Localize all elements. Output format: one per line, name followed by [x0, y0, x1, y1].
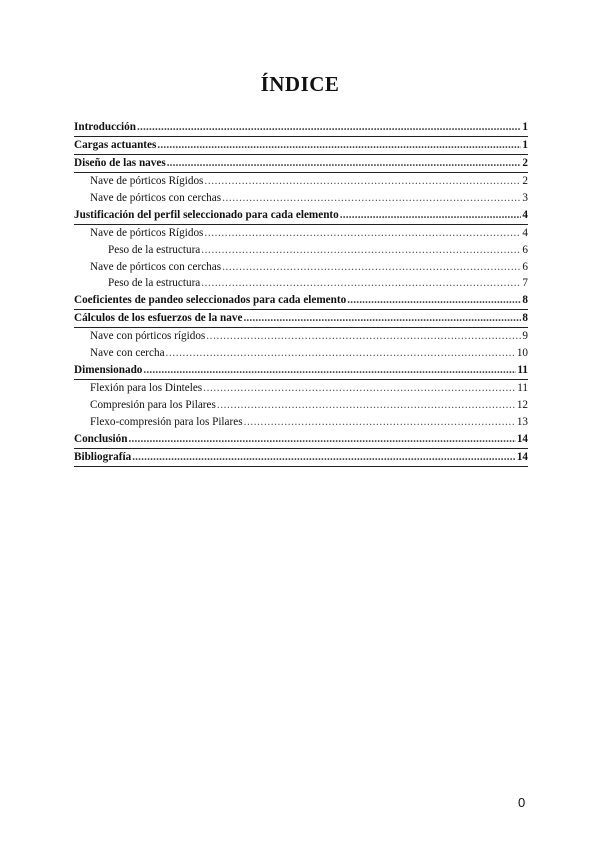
toc-dot-leader — [201, 275, 521, 292]
toc-entry-page: 8 — [522, 312, 528, 325]
toc-dot-leader — [243, 310, 521, 327]
toc-dot-leader — [347, 292, 521, 309]
toc-entry-label: Nave de pórticos Rígidos — [90, 174, 204, 187]
toc-entry[interactable] — [74, 190, 528, 207]
toc-dot-leader — [244, 414, 516, 431]
toc-entry-label: Nave de pórticos con cerchas — [90, 260, 222, 273]
toc-entry[interactable] — [74, 242, 528, 259]
toc-dot-leader — [203, 380, 516, 397]
toc-entry-label: Dimensionado — [74, 364, 143, 377]
toc-dot-leader — [143, 362, 516, 379]
toc-entry-page: 6 — [522, 243, 528, 256]
toc-entry-label: Diseño de las naves — [74, 156, 166, 169]
toc-entry[interactable] — [74, 292, 528, 310]
toc-entry[interactable] — [74, 259, 528, 276]
toc-entry-page: 9 — [522, 330, 528, 343]
toc-entry-page: 2 — [522, 156, 528, 169]
toc-entry[interactable] — [74, 155, 528, 173]
toc-entry-label: Nave de pórticos con cerchas — [90, 191, 222, 204]
toc-dot-leader — [157, 137, 521, 154]
toc-entry-page: 2 — [522, 174, 528, 187]
toc-entry[interactable] — [74, 397, 528, 414]
toc-entry-page: 12 — [516, 399, 528, 411]
toc-entry-page: 8 — [522, 294, 528, 307]
toc-entry[interactable] — [74, 380, 528, 397]
toc-entry-page: 14 — [516, 450, 528, 463]
toc-entry[interactable] — [74, 225, 528, 242]
toc-entry[interactable] — [74, 173, 528, 190]
toc-entry-page: 7 — [522, 277, 528, 290]
toc-entry-page: 13 — [516, 415, 528, 428]
toc-entry-page: 10 — [516, 347, 528, 360]
toc-dot-leader — [217, 397, 516, 414]
toc-entry-label: Flexión para los Dinteles — [90, 382, 203, 395]
toc-dot-leader — [204, 225, 521, 242]
toc-dot-leader — [167, 155, 522, 172]
toc-entry-label: Conclusión — [74, 432, 128, 445]
toc-dot-leader — [201, 242, 521, 259]
toc-entry[interactable] — [74, 137, 528, 155]
table-of-contents — [74, 119, 528, 467]
toc-entry-page: 11 — [517, 364, 528, 377]
page-number: 0 — [518, 795, 526, 810]
toc-entry-label: Nave con pórticos rígidos — [90, 330, 206, 343]
toc-dot-leader — [128, 431, 515, 448]
toc-entry-label: Peso de la estructura — [108, 243, 201, 256]
toc-entry[interactable] — [74, 362, 528, 380]
toc-dot-leader — [222, 190, 521, 207]
toc-dot-leader — [132, 449, 516, 466]
toc-entry-label: Compresión para los Pilares — [90, 399, 216, 411]
toc-dot-leader — [204, 173, 521, 190]
page-title: ÍNDICE — [260, 72, 340, 96]
toc-entry-page: 6 — [522, 260, 528, 273]
toc-entry[interactable] — [74, 310, 528, 328]
toc-entry-page: 14 — [516, 432, 528, 445]
toc-dot-leader — [166, 345, 516, 362]
toc-entry[interactable] — [74, 345, 528, 362]
toc-entry[interactable] — [74, 449, 528, 467]
toc-entry-page: 3 — [522, 191, 528, 204]
toc-entry-label: Cargas actuantes — [74, 138, 157, 151]
toc-entry-label: Cálculos de los esfuerzos de la nave — [74, 312, 243, 325]
toc-entry-page: 1 — [522, 121, 528, 133]
toc-entry[interactable] — [74, 328, 528, 345]
toc-entry-page: 4 — [522, 226, 528, 239]
toc-entry-label: Peso de la estructura — [108, 277, 201, 290]
toc-dot-leader — [206, 328, 521, 345]
toc-entry-page: 11 — [517, 382, 528, 395]
toc-entry[interactable] — [74, 207, 528, 225]
toc-entry-label: Coeficientes de pandeo seleccionados para cada elemento — [74, 294, 347, 307]
toc-entry[interactable] — [74, 414, 528, 431]
toc-entry[interactable] — [74, 431, 528, 449]
toc-entry-label: Nave con cercha — [90, 347, 165, 360]
toc-entry-label: Flexo-compresión para los Pilares — [90, 415, 243, 428]
toc-dot-leader — [137, 119, 521, 136]
toc-entry-label: Bibliografía — [74, 450, 132, 463]
toc-entry-page: 1 — [522, 138, 528, 151]
toc-dot-leader — [340, 207, 522, 224]
toc-entry[interactable] — [74, 275, 528, 292]
toc-entry-label: Nave de pórticos Rígidos — [90, 226, 204, 239]
toc-entry[interactable] — [74, 119, 528, 137]
toc-entry-label: Introducción — [74, 121, 136, 133]
toc-entry-label: Justificación del perfil seleccionado para cada elemento — [74, 208, 339, 221]
toc-dot-leader — [222, 259, 521, 276]
toc-entry-page: 4 — [522, 208, 528, 221]
